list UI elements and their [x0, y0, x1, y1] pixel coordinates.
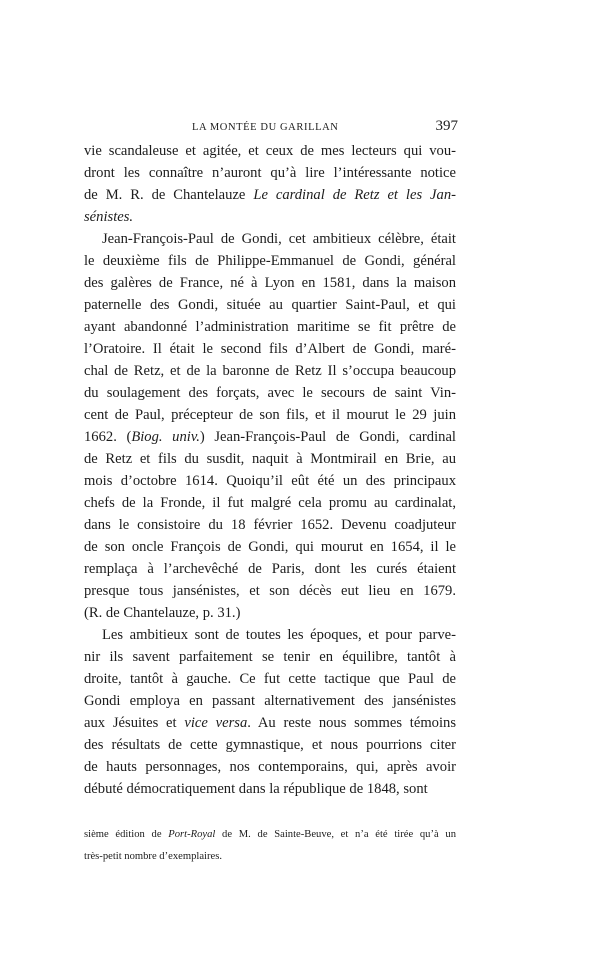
body-text: des résultats de cette gymnastique, et nous pourrions citer — [84, 737, 456, 753]
body-text: dans le consistoire du 18 février 1652. Devenu coadjuteur — [84, 517, 456, 533]
body-text: . Au reste nous sommes témoins — [247, 715, 456, 731]
body-line — [84, 492, 456, 514]
footnote-italic-text: Port-Royal — [168, 829, 216, 840]
body-text — [84, 140, 456, 800]
running-head — [84, 118, 456, 136]
body-text: des galères de France, né à Lyon en 1581, dans la maison — [84, 275, 456, 291]
body-text: paternelle des Gondi, située au quartier Saint-Paul, et qui — [84, 297, 456, 313]
footnote-text: de M. de Sainte-Beuve, et n’a été tirée qu’à un — [215, 829, 456, 840]
body-line — [84, 382, 456, 404]
page-number: 397 — [435, 118, 458, 134]
body-text: presque tous jansénistes, et son décès eut lieu en 1679. — [84, 583, 456, 599]
footnote-line — [84, 849, 456, 871]
body-text: de son oncle François de Gondi, qui mourut en 1654, il le — [84, 539, 456, 555]
body-text: Gondi employa en passant alternativement des jansénistes — [84, 693, 456, 709]
body-line — [84, 162, 456, 184]
running-title: LA MONTÉE DU GARILLAN — [192, 122, 339, 133]
body-text: Les ambitieux sont de toutes les époques, et pour parve- — [102, 627, 456, 643]
body-line — [84, 316, 456, 338]
body-text: ayant abandonné l’administration maritime se fit prêtre de — [84, 319, 456, 335]
body-italic-text: Biog. univ. — [131, 429, 200, 445]
body-text: nir ils savent parfaitement se tenir en équilibre, tantôt à — [84, 649, 456, 665]
body-text: de hauts personnages, nos contemporains, qui, après avoir — [84, 759, 456, 775]
body-text: de M. R. de Chantelauze — [84, 187, 254, 203]
body-italic-text: vice versa — [184, 715, 248, 731]
body-line — [84, 668, 456, 690]
body-line — [84, 206, 456, 228]
body-line — [84, 734, 456, 756]
body-italic-text: Le cardinal de Retz et les Jan- — [253, 187, 456, 203]
body-line — [84, 250, 456, 272]
body-line — [84, 690, 456, 712]
body-text: vie scandaleuse et agitée, et ceux de mes lecteurs qui vou- — [84, 143, 456, 159]
body-text: débuté démocratiquement dans la république de 1848, sont — [84, 781, 428, 797]
body-text: 1662. ( — [84, 429, 132, 445]
body-line — [84, 470, 456, 492]
footnote-text: très-petit nombre d’exemplaires. — [84, 851, 222, 862]
body-line — [84, 602, 456, 624]
body-text: le deuxième fils de Philippe-Emmanuel de Gondi, général — [84, 253, 456, 269]
body-text: aux Jésuites et — [84, 715, 185, 731]
footnote-text: sième édition de — [84, 829, 169, 840]
body-text: Jean-François-Paul de Gondi, cet ambitieux célèbre, était — [102, 231, 456, 247]
body-line — [84, 184, 456, 206]
body-line — [84, 228, 456, 250]
body-text: l’Oratoire. Il était le second fils d’Albert de Gondi, maré- — [84, 341, 456, 357]
body-line — [84, 448, 456, 470]
body-line — [84, 778, 456, 800]
body-line — [84, 624, 456, 646]
footnote-line — [84, 827, 456, 849]
body-line — [84, 294, 456, 316]
body-line — [84, 558, 456, 580]
body-text: de Retz et fils du susdit, naquit à Montmirail en Brie, au — [84, 451, 456, 467]
body-line — [84, 580, 456, 602]
body-text: chal de Retz, et de la baronne de Retz Il s’occupa beaucoup — [84, 363, 456, 379]
body-line — [84, 536, 456, 558]
body-line — [84, 272, 456, 294]
body-line — [84, 756, 456, 778]
body-line — [84, 338, 456, 360]
footnote — [84, 827, 456, 871]
body-text: remplaça à l’archevêché de Paris, dont les curés étaient — [84, 561, 456, 577]
body-text: du soulagement des forçats, avec le secours de saint Vin- — [84, 385, 456, 401]
body-line — [84, 646, 456, 668]
body-text: dront les connaître n’auront qu’à lire l’intéressante notice — [84, 165, 456, 181]
body-line — [84, 426, 456, 448]
body-italic-text: sénistes. — [84, 209, 134, 225]
body-line — [84, 360, 456, 382]
body-line — [84, 712, 456, 734]
body-text: ) Jean-François-Paul de Gondi, cardinal — [199, 429, 456, 445]
body-text: cent de Paul, précepteur de son fils, et il mourut le 29 juin — [84, 407, 456, 423]
body-text: chefs de la Fronde, il fut malgré cela promu au cardinalat, — [84, 495, 456, 511]
body-text: droite, tantôt à gauche. Ce fut cette tactique que Paul de — [84, 671, 456, 687]
body-line — [84, 404, 456, 426]
body-text: mois d’octobre 1614. Quoiqu’il eût été un des principaux — [84, 473, 456, 489]
body-text: (R. de Chantelauze, p. 31.) — [84, 605, 241, 621]
body-line — [84, 140, 456, 162]
body-line — [84, 514, 456, 536]
